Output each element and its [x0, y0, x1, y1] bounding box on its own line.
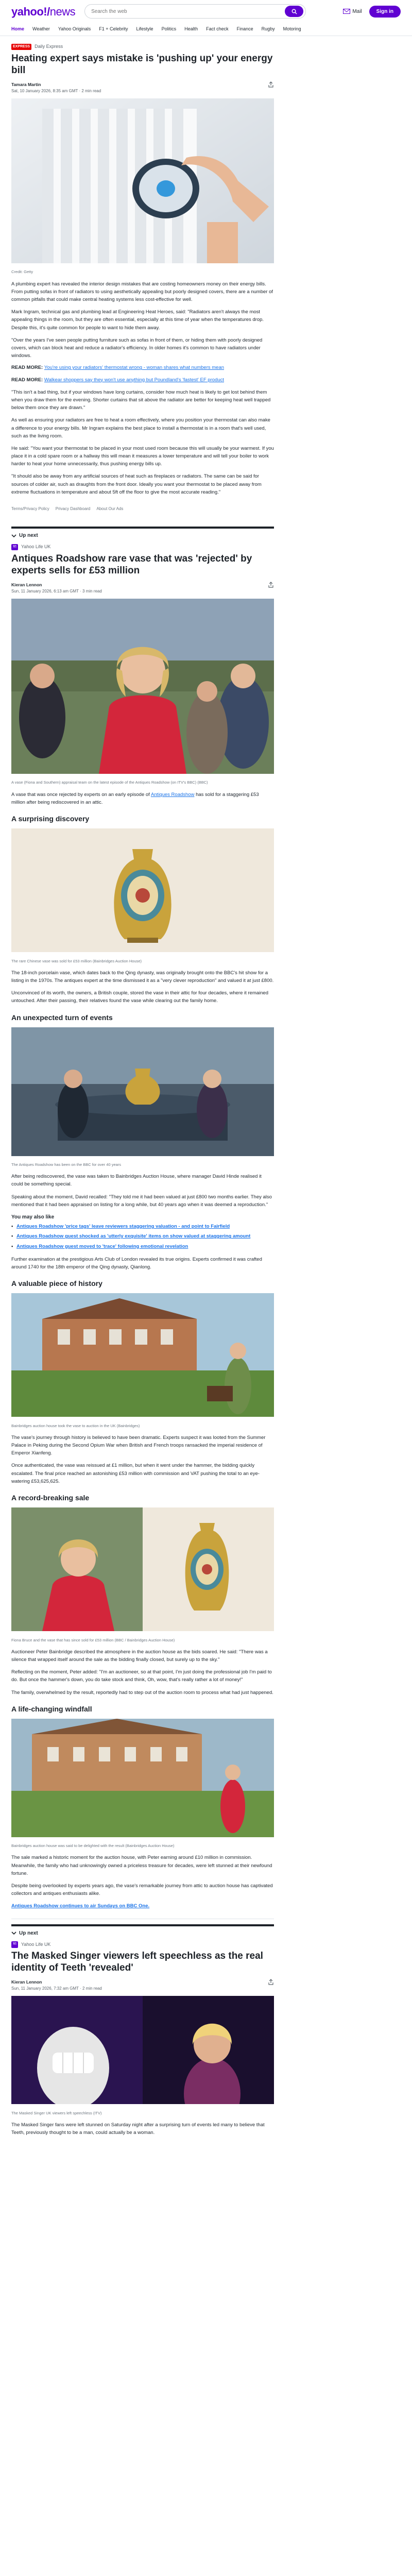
- article-paragraph: Once authenticated, the vase was reissued at £1 million, but when it went under the hammer, the bidding quickly escalated. The final price reached an astonishing £53 million with commission and VAT pushing the total to an eye-watering £53,625,625.: [11, 1463, 260, 1484]
- article-paragraph: Reflecting on the moment, Peter added: "I'm an auctioneer, so at that point, I'm just doing the professional job I'm paid to do. But once the hammer's down, you do take stock and think, Oh, wow, that's really rather a lot of money!": [11, 1669, 272, 1683]
- yahoo-news-logo[interactable]: yahoo!/news: [11, 5, 76, 18]
- mail-icon: [343, 9, 350, 14]
- image-chinese-vase: [11, 828, 274, 955]
- section-heading: A record-breaking sale: [11, 1494, 90, 1502]
- antiques-roadshow-link[interactable]: Antiques Roadshow: [150, 791, 195, 798]
- image-fiona-and-vase: [11, 1507, 274, 1634]
- read-more-1: READ MORE: You're using your radiators' thermostat wrong - woman shares what numbers mean: [11, 365, 225, 371]
- share-icon[interactable]: [268, 1979, 274, 1985]
- mail-link[interactable]: Mail: [343, 8, 362, 15]
- read-more-link[interactable]: You're using your radiators' thermostat wrong - woman shares what numbers mean: [44, 365, 225, 371]
- source-logo: EXPRESS: [11, 44, 31, 50]
- article-paragraph: "Over the years I've seen people putting furniture such as sofas in front of them, or hiding them with poorly designed covers, which can block heat and reduce a radiator's efficiency. In older homes it's common to have radiators under windows.: [11, 337, 263, 359]
- article-paragraph: Mark Ingram, technical gas and plumbing lead at Engineering Heat Heroes, said: "Radiators aren't always the most appealing things in the room, but they are often essential, especially at this time of year when the temperatures drop. Despite this, it's quite common for people to want to hide them away.: [11, 309, 264, 331]
- related-links: [11, 1223, 274, 1250]
- image-fiona-bruce: [11, 599, 274, 777]
- source-name[interactable]: Yahoo Life UK: [21, 544, 51, 550]
- article-paragraph: The sale marked a historic moment for the auction house, with Peter earning around £10 million in commission. Meanwhile, the family who had unknowingly owned a priceless treasure for decades, were left stunned at their newfound fortune.: [11, 1855, 272, 1876]
- related-heading: You may also like: [11, 1214, 55, 1220]
- article-paragraph: The 18-inch porcelain vase, which dates back to the Qing dynasty, was originally brought onto the BBC's hit show for a listing in the 1970s. The antiques expert at the time dismissed it as a "very clever reproduction" and valued it at just £800.: [11, 970, 274, 984]
- article-paragraph: "This isn't a bad thing, but if your windows have long curtains, consider how much heat is likely to get lost behind them when you draw them for the evening. Shorter curtains that sit above the radiator are better for keeping heat well trapped below them once they are drawn.": [11, 389, 271, 411]
- hero-image-radiator: [11, 98, 274, 266]
- image-windfall: [11, 1719, 274, 1840]
- section-heading: An unexpected turn of events: [11, 1013, 113, 1022]
- article-column: [11, 36, 274, 2137]
- nav-item-weather[interactable]: Weather: [32, 26, 50, 31]
- article-title: Heating expert says mistake is 'pushing up' your energy bill: [11, 53, 273, 76]
- nav-item-politics[interactable]: Politics: [161, 26, 177, 31]
- image-masked-singer: [11, 1996, 274, 2107]
- sign-in-button[interactable]: Sign in: [369, 6, 401, 18]
- article-byline: [11, 1979, 274, 1992]
- nav-item-lifestyle[interactable]: Lifestyle: [136, 26, 153, 31]
- article-title: The Masked Singer viewers left speechless as the real identity of Teeth 'revealed': [11, 1951, 263, 1974]
- image-caption: Bainbridges auction house took the vase to auction in the UK (Bainbridges): [11, 1423, 140, 1428]
- article-byline: [11, 582, 274, 595]
- chevron-down-icon: [11, 533, 16, 538]
- source-name[interactable]: Yahoo Life UK: [21, 1941, 51, 1947]
- nav-item-finance[interactable]: Finance: [236, 26, 253, 31]
- top-bar: [0, 0, 412, 23]
- nav-item-home[interactable]: Home: [11, 26, 25, 31]
- article-source: [11, 43, 274, 50]
- article-paragraph: Speaking about the moment, David recalled: "They told me it had been valued at just £800 two months earlier. They also mentioned that it had been appraised on listing for a long while, but 40 years ago when it was deemed a reproduction.": [11, 1194, 272, 1208]
- related-link[interactable]: • Antiques Roadshow guest moved to 'trace' following emotional revelation: [11, 1243, 274, 1250]
- about-ads-link[interactable]: About Our Ads: [96, 506, 124, 512]
- top-right-actions: [343, 6, 401, 18]
- image-caption: The Antiques Roadshow has been on the BBC for over 40 years: [11, 1162, 122, 1167]
- article-paragraph: Despite being overlooked by experts years ago, the vase's remarkable journey from attic to auction house has captivated collectors and antiques enthusiasts alike.: [11, 1883, 273, 1897]
- nav-item-health[interactable]: Health: [184, 26, 198, 31]
- image-caption: The rare Chinese vase was sold for £53 million (Bainbridges Auction House): [11, 958, 142, 963]
- nav-item-celebrity[interactable]: F1 + Celebrity: [99, 26, 128, 31]
- main-nav: [0, 23, 412, 36]
- search-bar: [84, 4, 306, 19]
- article-paragraph: A vase that was once rejected by experts on an early episode of Antiques Roadshow has sold for a staggering £53 million after being rediscovered in an attic.: [11, 791, 259, 805]
- article-paragraph: A plumbing expert has revealed the interior design mistakes that are costing homeowners money on their energy bills. From putting sofas in front of radiators to using aesthetically appealing but poorly designed covers, there are a number of common pitfalls that could make central heating systems less cost-effective for well.: [11, 281, 273, 302]
- image-caption: Bainbridges auction house was said to be delighted with the result (Bainbridges Auction House): [11, 1843, 175, 1849]
- section-heading: A surprising discovery: [11, 815, 90, 823]
- article-closing-link[interactable]: Antiques Roadshow continues to air Sundays on BBC One.: [11, 1903, 150, 1909]
- article-paragraph: The Masked Singer fans were left stunned on Saturday night after a surprising turn of events led many to believe that Teeth, previously thought to be a man, could actually be a woman.: [11, 2122, 265, 2136]
- up-next-header: Up next: [11, 1924, 274, 1937]
- hero-caption: Credit: Getty: [11, 269, 33, 275]
- up-next-header: Up next: [11, 527, 274, 539]
- publish-date: Sun, 11 January 2026, 6:13 am GMT · 3 min read: [11, 588, 102, 594]
- image-caption: A vase (Fiona and Southern) appraisal team on the latest episode of the Antiques Roadshow (on ITV's BBC) (BBC): [11, 780, 208, 785]
- image-caption: Fiona Bruce and the vase that has since sold for £53 million (BBC / Bainbridges Auction House): [11, 1637, 175, 1642]
- author-name[interactable]: Kieran Lennon: [11, 582, 42, 587]
- publish-date: Sat, 10 January 2026, 8:35 am GMT · 2 min read: [11, 88, 101, 93]
- image-caption: The Masked Singer UK viewers left speechless (ITV): [11, 2110, 102, 2115]
- article-footer-links: [11, 501, 274, 524]
- article-title: Antiques Roadshow rare vase that was 'rejected' by experts sells for £53 million: [11, 553, 252, 576]
- chevron-down-icon: [11, 1930, 16, 1936]
- section-heading: A valuable piece of history: [11, 1279, 102, 1288]
- article-paragraph: The family, overwhelmed by the result, reportedly had to step out of the auction room to process what had just happened.: [11, 1689, 273, 1696]
- article-paragraph: After being rediscovered, the vase was taken to Bainbridges Auction House, where manager David Hinde realised it could be something special.: [11, 1174, 262, 1188]
- search-input[interactable]: [91, 9, 285, 14]
- article-paragraph: "It should also be away from any artificial sources of heat such as fireplaces or radiators. The same can be said for sources of colder air, such as draughts from the front door. Ideally you want your thermostat to be placed away from extreme fluctuations in temperature and about 5ft off the floor to give the most accurate reading.": [11, 473, 262, 495]
- article-source: [11, 1941, 274, 1948]
- share-icon[interactable]: [268, 81, 274, 88]
- read-more-2: READ MORE: Walkear shoppers say they won't use anything but Poundland's 'fastest' EF product: [11, 377, 224, 383]
- share-icon[interactable]: [268, 582, 274, 588]
- article-byline: [11, 81, 274, 94]
- article-paragraph: Further examination at the prestigious Arts Club of London revealed its true origins. Experts confirmed it was crafted around 1740 for the 18th emperor of the Qing dynasty, Qianlong.: [11, 1256, 262, 1270]
- related-link[interactable]: • Antiques Roadshow 'price tags' leave reviewers staggering valuation - and point to Fairfield: [11, 1223, 274, 1230]
- image-history: [11, 1293, 274, 1420]
- terms-link[interactable]: Terms/Privacy Policy: [11, 506, 49, 512]
- article-paragraph: He said: "You want your thermostat to be placed in your most used room because this will usually be your warmest. If you place it in a cold spare room or a hallway this will mean it measures a lower temperature and will tell your boiler to work harder to heat your home unnecessarily, thus pushing energy bills up.: [11, 445, 274, 467]
- author-name[interactable]: Kieran Lennon: [11, 1979, 42, 1985]
- search-button[interactable]: [285, 6, 303, 17]
- nav-item-fact-check[interactable]: Fact check: [206, 26, 229, 31]
- article-paragraph: The vase's journey through history is believed to have been dramatic. Experts suspect it was looted from the Summer Palace in Peking during the Second Opium War when British and French troops ransacked the imperial residence of Emperor Xianfeng.: [11, 1434, 266, 1456]
- publish-date: Sun, 11 January 2026, 7:32 am GMT · 2 min read: [11, 1986, 102, 1991]
- image-roadshow-set: [11, 1027, 274, 1159]
- section-heading: A life-changing windfall: [11, 1704, 92, 1713]
- article-paragraph: As well as ensuring your radiators are free to heat a room effectively, where you position your thermostat can also make a difference to your energy bills. Mr Ingram explains the best place to install a thermostat is in a room that's well used, such as the living room.: [11, 417, 270, 439]
- source-logo: Y!: [11, 1941, 18, 1948]
- nav-item-motoring[interactable]: Motoring: [283, 26, 301, 31]
- article-source: [11, 544, 274, 551]
- search-icon: [291, 9, 297, 14]
- source-name[interactable]: Daily Express: [35, 44, 63, 49]
- nav-item-originals[interactable]: Yahoo Originals: [58, 26, 91, 31]
- author-name[interactable]: Tamara Martin: [11, 81, 41, 87]
- related-link[interactable]: • Antiques Roadshow guest shocked as 'utterly exquisite' items on show valued at staggering amount: [11, 1233, 274, 1240]
- source-logo: Y!: [11, 544, 18, 551]
- nav-item-rugby[interactable]: Rugby: [261, 26, 275, 31]
- privacy-dashboard-link[interactable]: Privacy Dashboard: [55, 506, 91, 512]
- article-paragraph: Unconvinced of its worth, the owners, a British couple, stored the vase in their attic for four decades, where it remained untouched. After their passing, their relatives found the vase while clearing out the family home.: [11, 990, 269, 1004]
- article-paragraph: Auctioneer Peter Bainbridge described the atmosphere in the auction house as the bids soared. He said: "There was a silence that wrapped itself around the sale as the bidding finally closed, but surely up to the sky.": [11, 1649, 268, 1663]
- read-more-link[interactable]: Walkear shoppers say they won't use anything but Poundland's 'fastest' EF product: [44, 377, 224, 383]
